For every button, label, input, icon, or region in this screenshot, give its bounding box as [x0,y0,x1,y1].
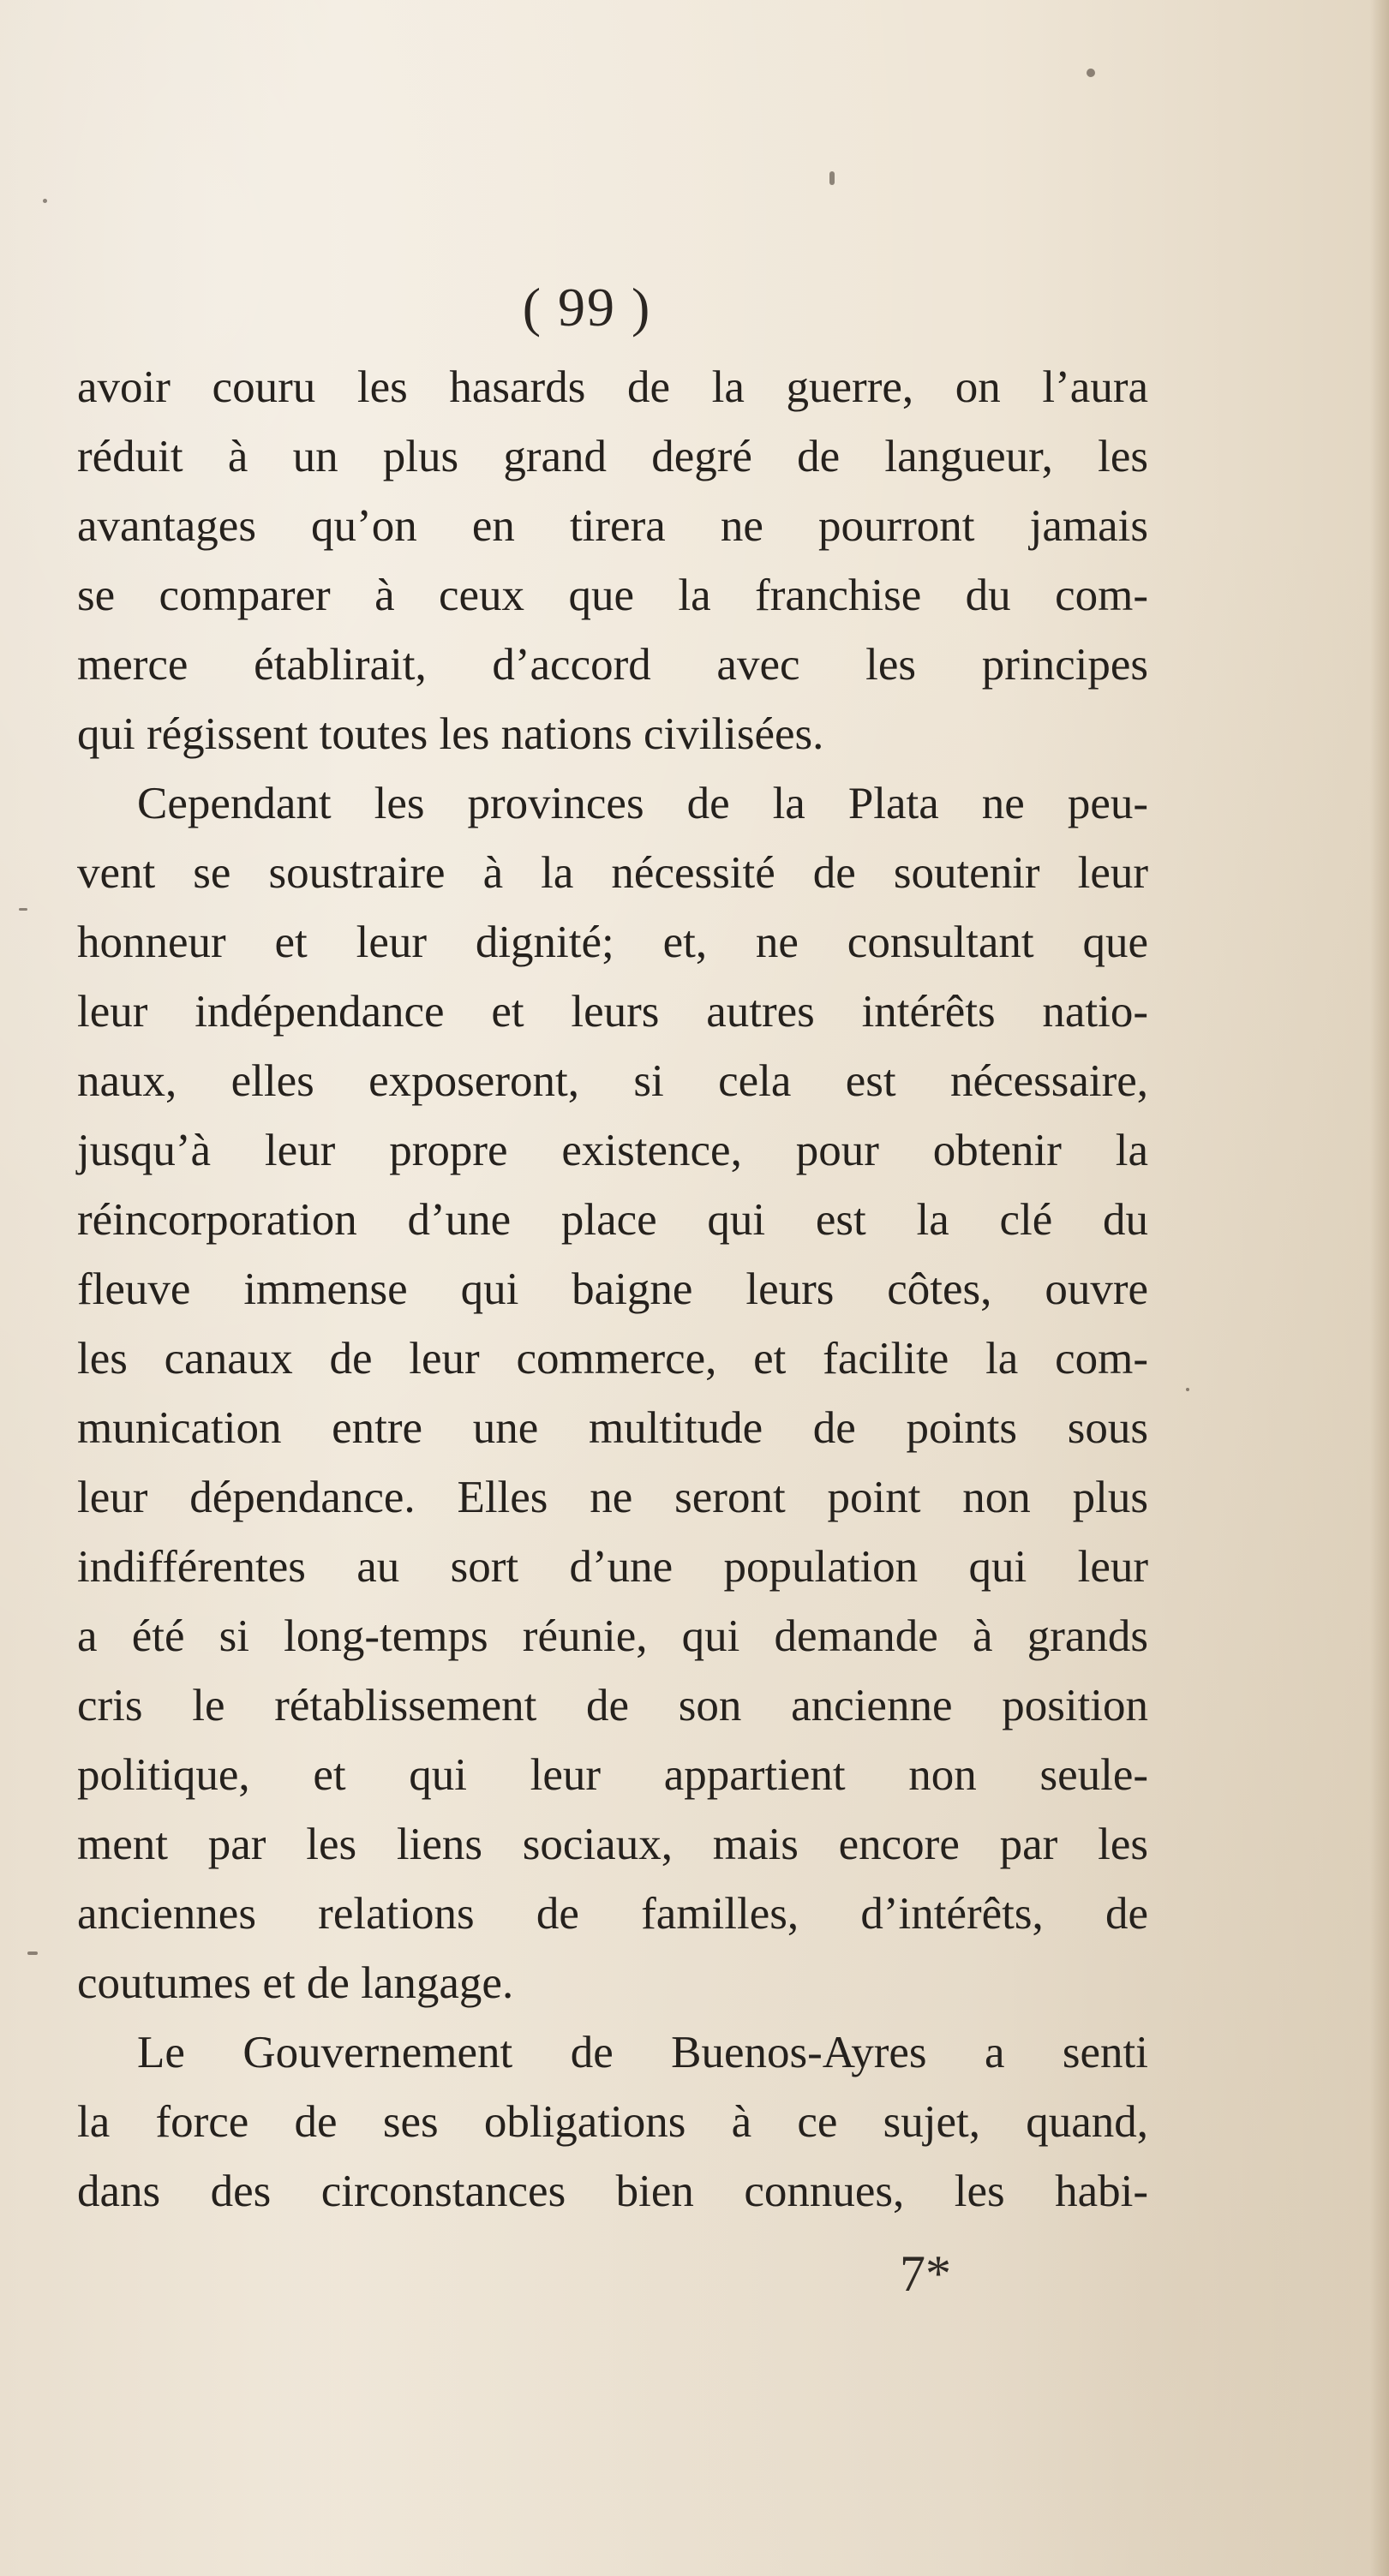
text-line: la force de ses obligations à ce sujet, quand, [77,2097,1148,2147]
text-line: fleuve immense qui baigne leurs côtes, ouvre [77,1264,1148,1314]
text-line: dans des circonstances bien connues, les habi- [77,2167,1148,2216]
text-line: avoir couru les hasards de la guerre, on l’aura [77,362,1148,412]
paper-speck [27,1951,38,1955]
text-line: indifférentes au sort d’une population qui leur [77,1542,1148,1592]
text-line: se comparer à ceux que la franchise du com- [77,571,1148,620]
text-line: jusqu’à leur propre existence, pour obtenir la [77,1126,1148,1175]
text-line: qui régissent toutes les nations civilisées. [77,709,824,759]
paper-speck [829,171,835,185]
text-line: cris le rétablissement de son ancienne position [77,1681,1148,1730]
page-edge-shadow [1370,0,1389,2576]
text-line: les canaux de leur commerce, et facilite la com- [77,1334,1148,1384]
text-line: avantages qu’on en tirera ne pourront jamais [77,501,1148,551]
body-text [77,353,1148,2226]
text-line: coutumes et de langage. [77,1958,514,2008]
paragraph-start-line: Le Gouvernement de Buenos-Ayres a senti [137,2028,1148,2077]
text-line: réincorporation d’une place qui est la clé du [77,1195,1148,1245]
paper-speck [1186,1388,1189,1391]
paper-speck [1087,69,1095,77]
paper-speck [19,908,27,911]
text-line: leur dépendance. Elles ne seront point non plus [77,1473,1148,1522]
text-line: leur indépendance et leurs autres intérêts natio- [77,987,1148,1037]
text-line: politique, et qui leur appartient non seule- [77,1750,1148,1800]
text-line: merce établirait, d’accord avec les principes [77,640,1148,690]
text-line: honneur et leur dignité; et, ne consultant que [77,917,1148,967]
text-line: a été si long-temps réunie, qui demande à grands [77,1611,1148,1661]
text-line: vent se soustraire à la nécessité de soutenir leur [77,848,1148,898]
paragraph-start-line: Cependant les provinces de la Plata ne peu- [137,779,1148,828]
paper-speck [43,199,47,203]
text-line: ment par les liens sociaux, mais encore par les [77,1820,1148,1869]
text-line: naux, elles exposeront, si cela est nécessaire, [77,1056,1148,1106]
catchword-signature: 7* [900,2245,951,2302]
text-line: réduit à un plus grand degré de langueur, les [77,432,1148,481]
page-number: ( 99 ) [522,277,652,338]
text-line: munication entre une multitude de points sous [77,1403,1148,1453]
text-line: anciennes relations de familles, d’intérêts, de [77,1889,1148,1939]
